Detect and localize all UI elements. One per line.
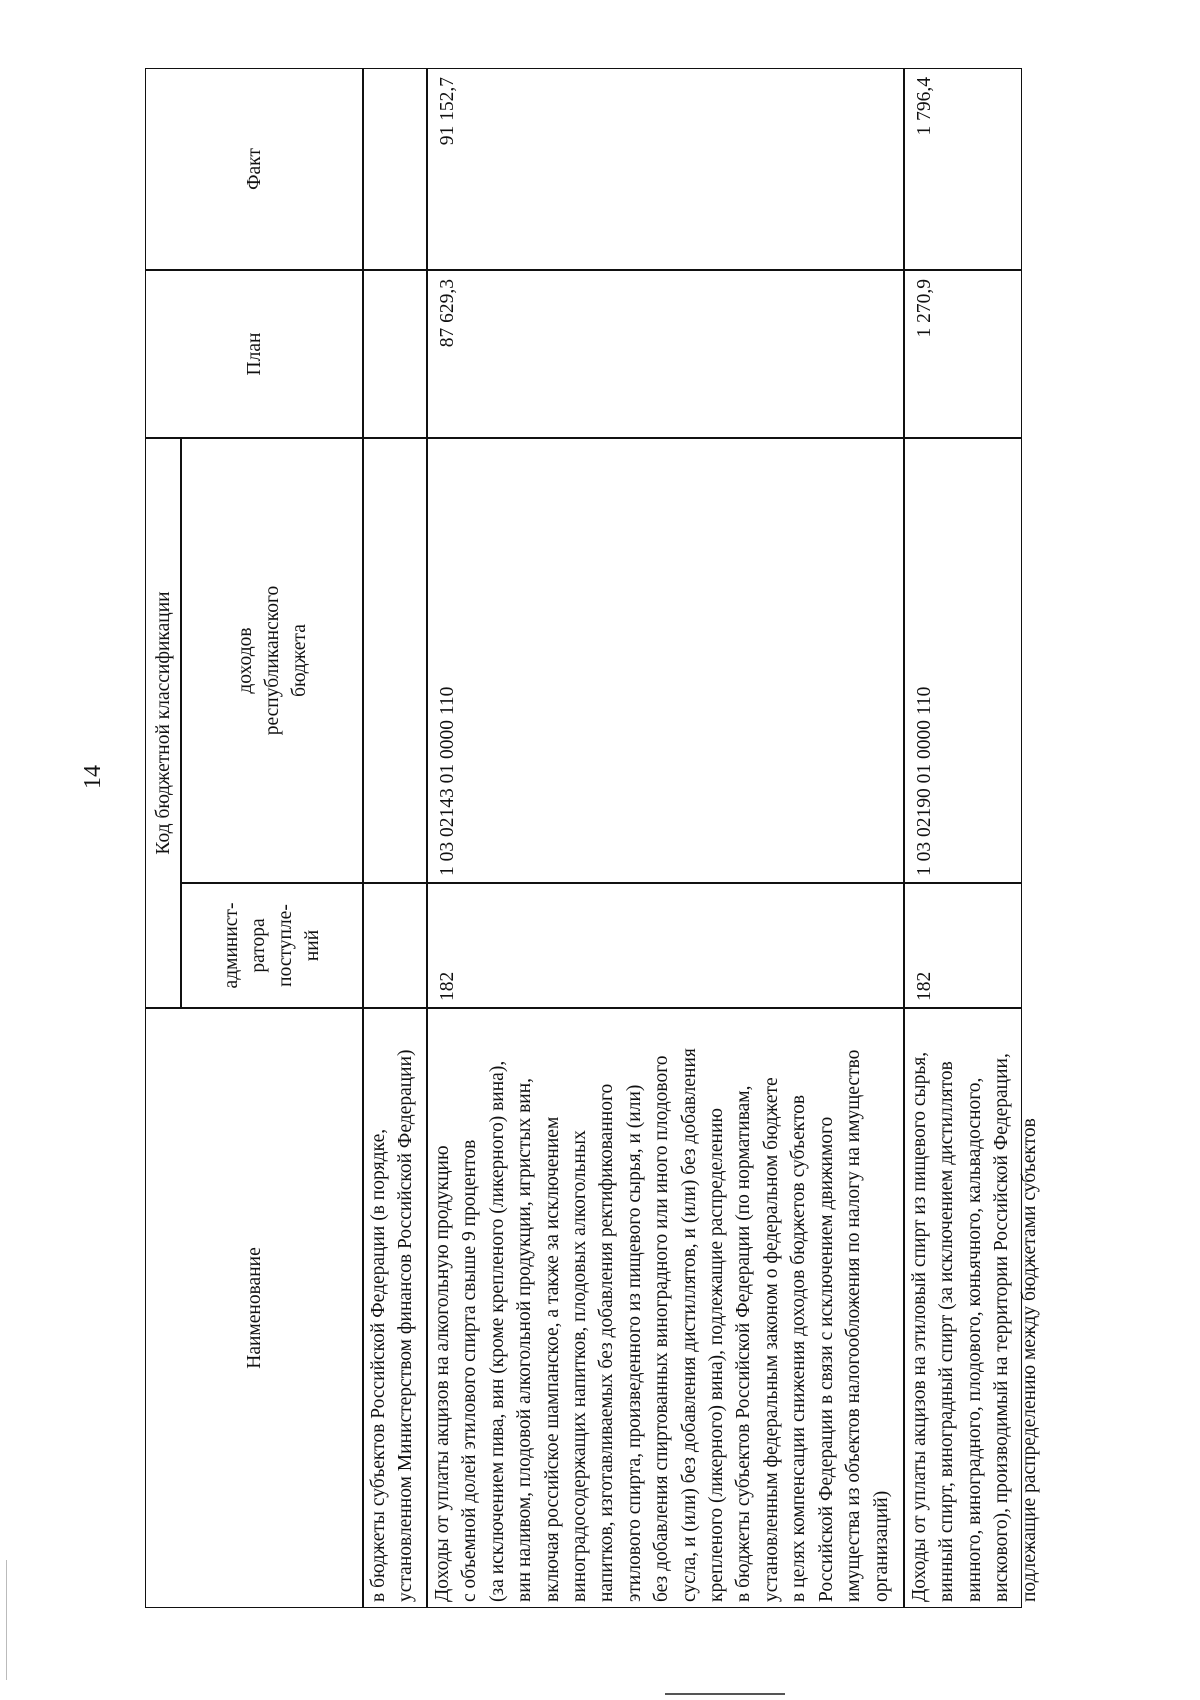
row-2-name: Доходы от уплаты акцизов на этиловый спирт из пищевого сырья, винный спирт, виноградный спирт (за исключением дистиллятов винного, виноградного, плодового, коньячного, кальвадосного, вискового), производимый на территории Российской Федерации, подлежащие распределению между бюджетами субъектов <box>904 1008 1022 1608</box>
row-1-admin: 182 <box>427 883 904 1008</box>
header-admin-cell <box>181 883 363 1008</box>
row-2-plan: 1 270,9 <box>904 270 1022 438</box>
scan-bottom-mark <box>665 1693 785 1695</box>
row-1-name: Доходы от уплаты акцизов на алкогольную продукцию с объемной долей этилового спирта свыше 9 процентов (за исключением пива, вин (кроме крепленого (ликерного) вина), вин наливом, плодовой алкогольной продукции, игристых вин, включая российское шампанское, а также за исключением виноградосодержащих напитков, плодовых алкогольных напитков, изготавливаемых без добавления ректификованного этилового спирта, произведенного из пищевого сырья, и (или) без добавления спиртованных виноградного или иного плодового сусла, и (или) без добавления дистиллятов, и (или) без добавления крепленого (ликерного) вина), подлежащие распределению в бюджеты субъектов Российской Федерации (по нормативам, установленным федеральным законом о федеральном бюджете в целях компенсации снижения доходов бюджетов субъектов Российской Федерации в связи с исключением движимого имущества из объектов налогообложения по налогу на имущество организаций) <box>427 1008 904 1608</box>
header-plan: План <box>243 332 265 376</box>
row-1-code: 1 03 02143 01 0000 110 <box>427 438 904 883</box>
page-number: 14 <box>80 765 106 789</box>
header-name: Наименование <box>243 1247 265 1369</box>
header-code-group: Код бюджетной классификации <box>152 591 174 855</box>
table-container <box>145 68 1040 1608</box>
row-0-admin <box>363 883 427 1008</box>
row-2-code: 1 03 02190 01 0000 110 <box>904 438 1022 883</box>
row-1-plan: 87 629,3 <box>427 270 904 438</box>
scan-edge-mark <box>6 1560 7 1680</box>
row-2-fact: 1 796,4 <box>904 68 1022 270</box>
header-fact: Факт <box>243 148 265 190</box>
header-fact-cell <box>145 68 363 270</box>
header-name-cell <box>145 1008 363 1608</box>
row-1-fact: 91 152,7 <box>427 68 904 270</box>
header-income: доходов республиканского бюджета <box>234 585 310 736</box>
row-2-admin: 182 <box>904 883 1022 1008</box>
header-plan-cell <box>145 270 363 438</box>
budget-table <box>145 68 1040 1608</box>
row-0-plan <box>363 270 427 438</box>
row-0-code <box>363 438 427 883</box>
row-0-name: в бюджеты субъектов Российской Федерации (в порядке, установленном Министерством финансов Российской Федерации) <box>363 1008 427 1608</box>
header-admin: админист- ратора поступле- ний <box>221 902 323 989</box>
row-0-fact <box>363 68 427 270</box>
header-income-cell <box>181 438 363 883</box>
header-code-group-cell <box>145 438 181 1008</box>
